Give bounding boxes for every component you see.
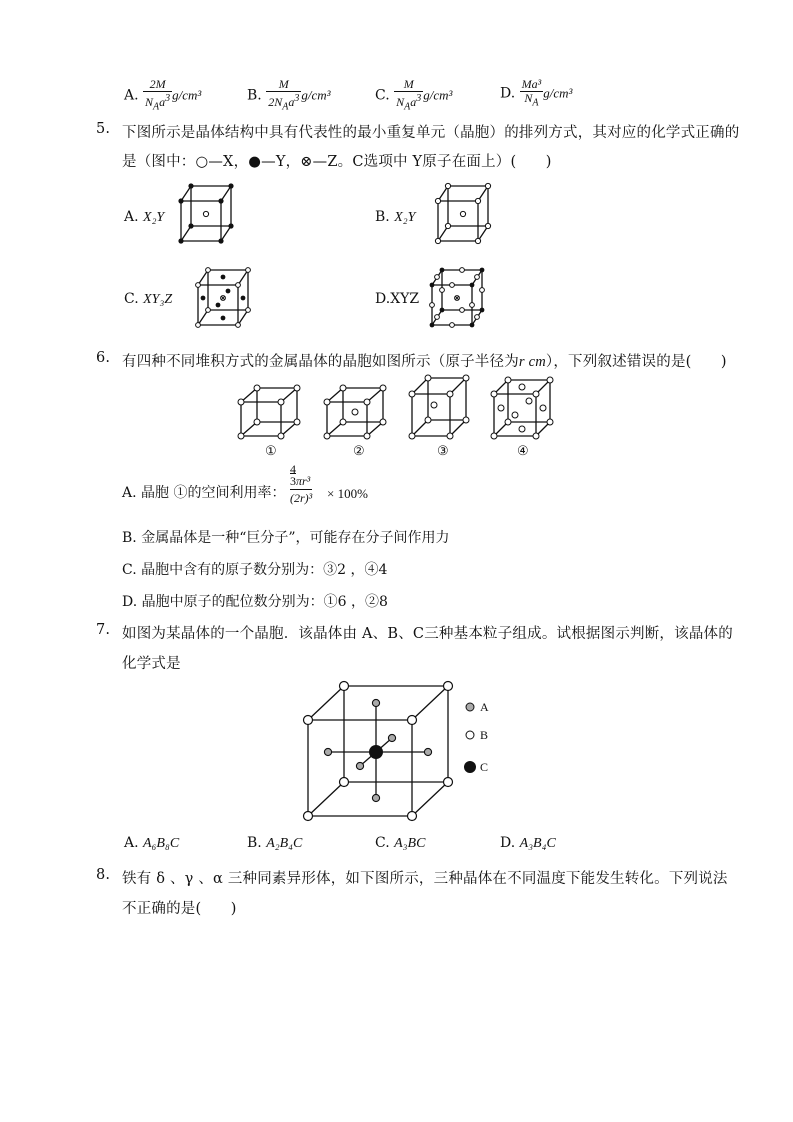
q4-option-d[interactable]: D. $\frac{\text{Ma³}}{N_A}$ g/cm³ (500, 77, 573, 109)
q6-number: 6. (96, 350, 111, 366)
q5-number: 5. (96, 121, 111, 137)
q7-stem-line2: 化学式是 (122, 656, 181, 672)
q4-option-b-fraction: $\frac{M}{2N_Aa^3}$ (268, 77, 300, 113)
q5-stem-line1: 下图所示是晶体结构中具有代表性的最小重复单元（晶胞）的排列方式，其对应的化学式正确的 (122, 125, 740, 141)
q7-option-b[interactable]: B. A₂B₄C (247, 835, 303, 851)
q8-stem-line2: 不正确的是( ) (122, 901, 237, 917)
q4-option-c-fraction: $\frac{M}{N_Aa^3}$ (396, 77, 422, 113)
q7-option-c[interactable]: C. A₃BC (375, 835, 426, 851)
q7-legend-a: A (480, 700, 489, 714)
q6-fig1-simple-cubic (237, 380, 307, 442)
q5-c-cube-diagram (193, 265, 263, 335)
q5-option-c[interactable]: C. XY₃Z (124, 291, 173, 307)
q7-stem-line1: 如图为某晶体的一个晶胞．该晶体由 A、B、C三种基本粒子组成。试根据图示判断，该晶体的 (122, 626, 733, 642)
q6-stem: 有四种不同堆积方式的金属晶体的晶胞如图所示（原子半径为r cm），下列叙述错误的是( ) (122, 354, 727, 370)
q6-fig3-hcp (408, 372, 478, 444)
q6-option-a[interactable]: A. 晶胞 ①的空间利用率： (122, 485, 286, 501)
q7-number: 7. (96, 622, 111, 638)
q5-stem-line2: 是（图中：○—X，●—Y，⊗—Z。C选项中 Y原子在面上）( ) (122, 154, 552, 170)
q6-option-a-tail: × 100% (327, 486, 368, 501)
q4-option-b[interactable]: B. $\frac{M}{2N_Aa^3}$ g/cm³ (247, 77, 331, 113)
q7-cell-diagram (300, 678, 460, 828)
q5-d-cube-diagram (427, 265, 497, 335)
q5-option-d[interactable]: D.XYZ (375, 291, 420, 307)
q6-option-b[interactable]: B. 金属晶体是一种“巨分子”，可能存在分子间作用力 (122, 530, 450, 546)
q7-option-d[interactable]: D. A₃B₄C (500, 835, 556, 851)
q6-fig4-fcc (490, 374, 560, 444)
q6-fig-label-3: ③ (437, 444, 449, 459)
q6-fig-label-4: ④ (517, 444, 529, 459)
q8-number: 8. (96, 867, 111, 883)
q7-option-a[interactable]: A. A₆B₈C (124, 835, 180, 851)
q5-b-cube-diagram (433, 181, 503, 251)
q5-option-b[interactable]: B. X₂Y (375, 209, 416, 225)
q6-option-d[interactable]: D. 晶胞中原子的配位数分别为：①6 ，②8 (122, 594, 388, 610)
q7-legend-markers (463, 700, 477, 780)
q7-legend-c: C (480, 760, 489, 774)
q6-fig-label-2: ② (353, 444, 365, 459)
q5-a-cube-diagram (176, 181, 246, 251)
q7-legend-b: B (480, 728, 489, 742)
q4-option-a-fraction: $\frac{2M}{N_Aa^3}$ (145, 77, 171, 113)
q4-option-d-fraction: $\frac{\text{Ma³}}{N_A}$ (521, 77, 542, 109)
q6-fig-label-1: ① (265, 444, 277, 459)
q6-fig2-bcc (323, 380, 393, 442)
q8-stem-line1: 铁有 δ 、γ 、α 三种同素异形体，如下图所示，三种晶体在不同温度下能发生转化。下列说法 (122, 871, 728, 887)
q6-option-c[interactable]: C. 晶胞中含有的原子数分别为：③2 ，④4 (122, 562, 388, 578)
q5-option-a[interactable]: A. X₂Y (124, 209, 165, 225)
q4-option-c[interactable]: C. $\frac{M}{N_Aa^3}$ g/cm³ (375, 77, 453, 113)
q4-option-a-den: $N_Aa^3$ (145, 93, 171, 113)
q4-option-a[interactable]: A. $\frac{2M}{N_Aa^3}$ g/cm³ (124, 77, 202, 113)
q6-option-a-formula: 4 3πr³ (2r)³ (290, 462, 313, 505)
